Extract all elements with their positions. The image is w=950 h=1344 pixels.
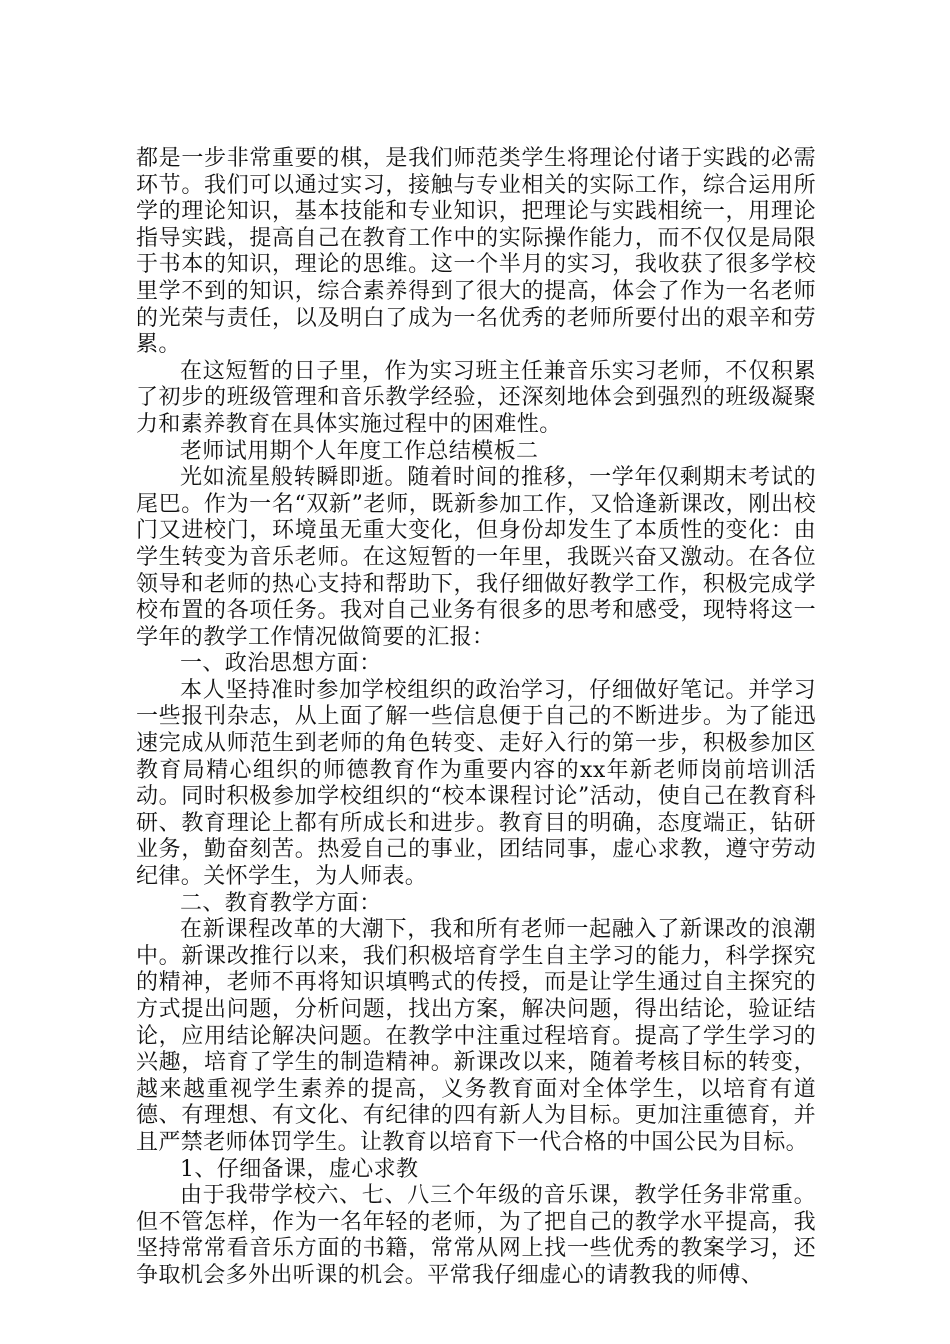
paragraph-political-thought: 本人坚持准时参加学校组织的政治学习，仔细做好笔记。并学习一些报刊杂志，从上面了解一些信息便于自己的不断进步。为了能迅速完成从师范生到老师的角色转变、走好入行的第一步，积极参加区教育局精心组织的师德教育作为重要内容的xx年新老师岗前培训活动。同时积极参加学校组织的“校本课程讨论”活动，使自己在教育科研、教育理论上都有所成长和进步。教育目的明确，态度端正，钻研业务，勤奋刻苦。热爱自己的事业，团结同事，虚心求教，遵守劳动纪律。关怀学生，为人师表。 xyxy=(136,677,816,890)
heading-lesson-preparation: 1、仔细备课，虚心求教 xyxy=(180,1156,419,1182)
paragraph-internship-significance: 都是一步非常重要的棋，是我们师范类学生将理论付诸于实践的必需环节。我们可以通过实习，接触与专业相关的实际工作，综合运用所学的理论知识，基本技能和专业知识，把理论与实践相统一，用理论指导实践，提高自己在教育工作中的实际操作能力，而不仅仅是局限于书本的知识，理论的思维。这一个半月的实习，我收获了很多学校里学不到的知识，综合素养得到了很大的提高，体会了作为一名老师的光荣与责任，以及明白了成为一名优秀的老师所要付出的艰辛和劳累。 xyxy=(136,146,816,358)
section-title-template-two: 老师试用期个人年度工作总结模板二 xyxy=(180,438,539,464)
paragraph-intro: 光如流星般转瞬即逝。随着时间的推移，一学年仅剩期末考试的尾巴。作为一名“双新”老师，既新参加工作，又恰逢新课改，刚出校门又进校门，环境虽无重大变化，但身份却发生了本质性的变化：由学生转变为音乐老师。在这短暂的一年里，我既兴奋又激动。在各位领导和老师的热心支持和帮助下，我仔细做好教学工作，积极完成学校布置的各项任务。我对自己业务有很多的思考和感受，现特将这一学年的教学工作情况做简要的汇报： xyxy=(136,465,816,650)
heading-education-teaching: 二、教育教学方面： xyxy=(180,890,382,916)
paragraph-lesson-preparation: 由于我带学校六、七、八三个年级的音乐课，教学任务非常重。但不管怎样，作为一名年轻的老师，为了把自己的教学水平提高，我坚持常常看音乐方面的书籍，常常从网上找一些优秀的教案学习，还争取机会多外出听课的机会。平常我仔细虚心的请教我的师傅、 xyxy=(136,1183,816,1288)
paragraph-education-teaching: 在新课程改革的大潮下，我和所有老师一起融入了新课改的浪潮中。新课改推行以来，我们积极培育学生自主学习的能力，科学探究的精神，老师不再将知识填鸭式的传授，而是让学生通过自主探究的方式提出问题，分析问题，找出方案，解决问题，得出结论，验证结论，应用结论解决问题。在教学中注重过程培育。提高了学生学习的兴趣，培育了学生的制造精神。新课改以来，随着考核目标的转变，越来越重视学生素养的提高，义务教育面对全体学生，以培育有道德、有理想、有文化、有纪律的四有新人为目标。更加注重德育，并且严禁老师体罚学生。让教育以培育下一代合格的中国公民为目标。 xyxy=(136,917,816,1155)
paragraph-internship-experience: 在这短暂的日子里，作为实习班主任兼音乐实习老师，不仅积累了初步的班级管理和音乐教学经验，还深刻地体会到强烈的班级凝聚力和素养教育在具体实施过程中的困难性。 xyxy=(136,358,816,437)
document-page xyxy=(136,146,816,1290)
heading-political-thought: 一、政治思想方面： xyxy=(180,651,382,677)
